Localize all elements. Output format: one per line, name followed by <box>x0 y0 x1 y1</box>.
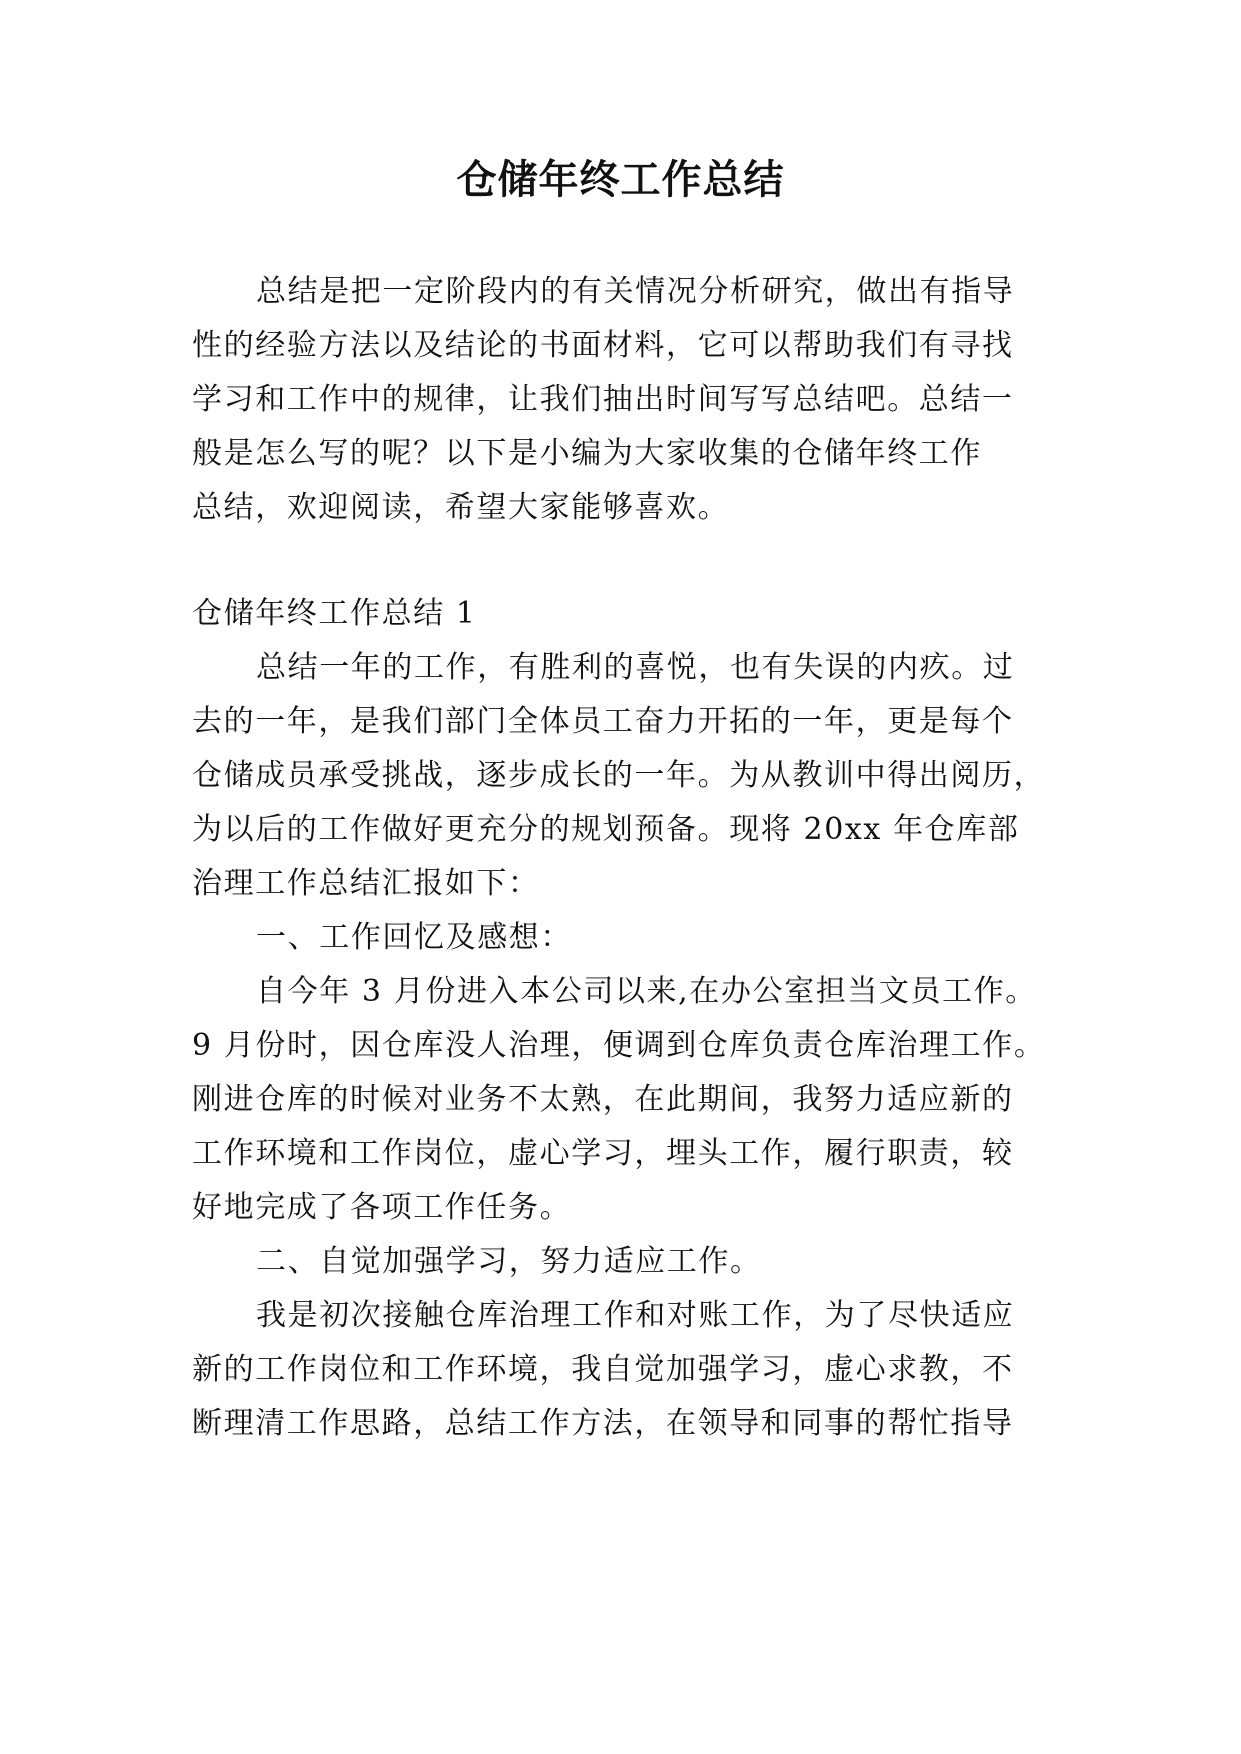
para1-line-2: 去的一年，是我们部门全体员工奋力开拓的一年，更是每个 <box>192 704 1014 739</box>
para3-line-2: 新的工作岗位和工作环境，我自觉加强学习，虚心求教，不 <box>192 1352 1014 1387</box>
para1-line-3: 仓储成员承受挑战，逐步成长的一年。为从教训中得出阅历， <box>192 758 1046 793</box>
para3-line-3: 断理清工作思路，总结工作方法，在领导和同事的帮忙指导 <box>192 1406 1014 1441</box>
intro-line-1: 总结是把一定阶段内的有关情况分析研究，做出有指导 <box>256 274 1015 309</box>
para1-line-1: 总结一年的工作，有胜利的喜悦，也有失误的内疚。过 <box>256 650 1015 685</box>
para1-line-5: 治理工作总结汇报如下： <box>192 866 540 901</box>
para2-line-4: 工作环境和工作岗位，虚心学习，埋头工作，履行职责，较 <box>192 1136 1014 1171</box>
section-heading: 仓储年终工作总结 1 <box>192 596 477 631</box>
heading-2: 二、自觉加强学习，努力适应工作。 <box>256 1244 762 1279</box>
intro-line-4: 般是怎么写的呢？以下是小编为大家收集的仓储年终工作 <box>192 436 982 471</box>
intro-line-3: 学习和工作中的规律，让我们抽出时间写写总结吧。总结一 <box>192 382 1014 417</box>
document-title: 仓储年终工作总结 <box>456 157 785 203</box>
para2-line-1: 自今年 3 月份进入本公司以来,在办公室担当文员工作。 <box>256 974 1037 1009</box>
intro-line-2: 性的经验方法以及结论的书面材料，它可以帮助我们有寻找 <box>192 328 1014 363</box>
para3-line-1: 我是初次接触仓库治理工作和对账工作，为了尽快适应 <box>256 1298 1015 1333</box>
intro-line-5: 总结，欢迎阅读，希望大家能够喜欢。 <box>192 490 730 525</box>
para1-line-4: 为以后的工作做好更充分的规划预备。现将 20xx 年仓库部 <box>192 812 1020 847</box>
heading-1: 一、工作回忆及感想： <box>256 920 572 955</box>
para2-line-2: 9 月份时，因仓库没人治理，便调到仓库负责仓库治理工作。 <box>192 1028 1046 1063</box>
para2-line-3: 刚进仓库的时候对业务不太熟，在此期间，我努力适应新的 <box>192 1082 1014 1117</box>
para2-line-5: 好地完成了各项工作任务。 <box>192 1190 572 1225</box>
